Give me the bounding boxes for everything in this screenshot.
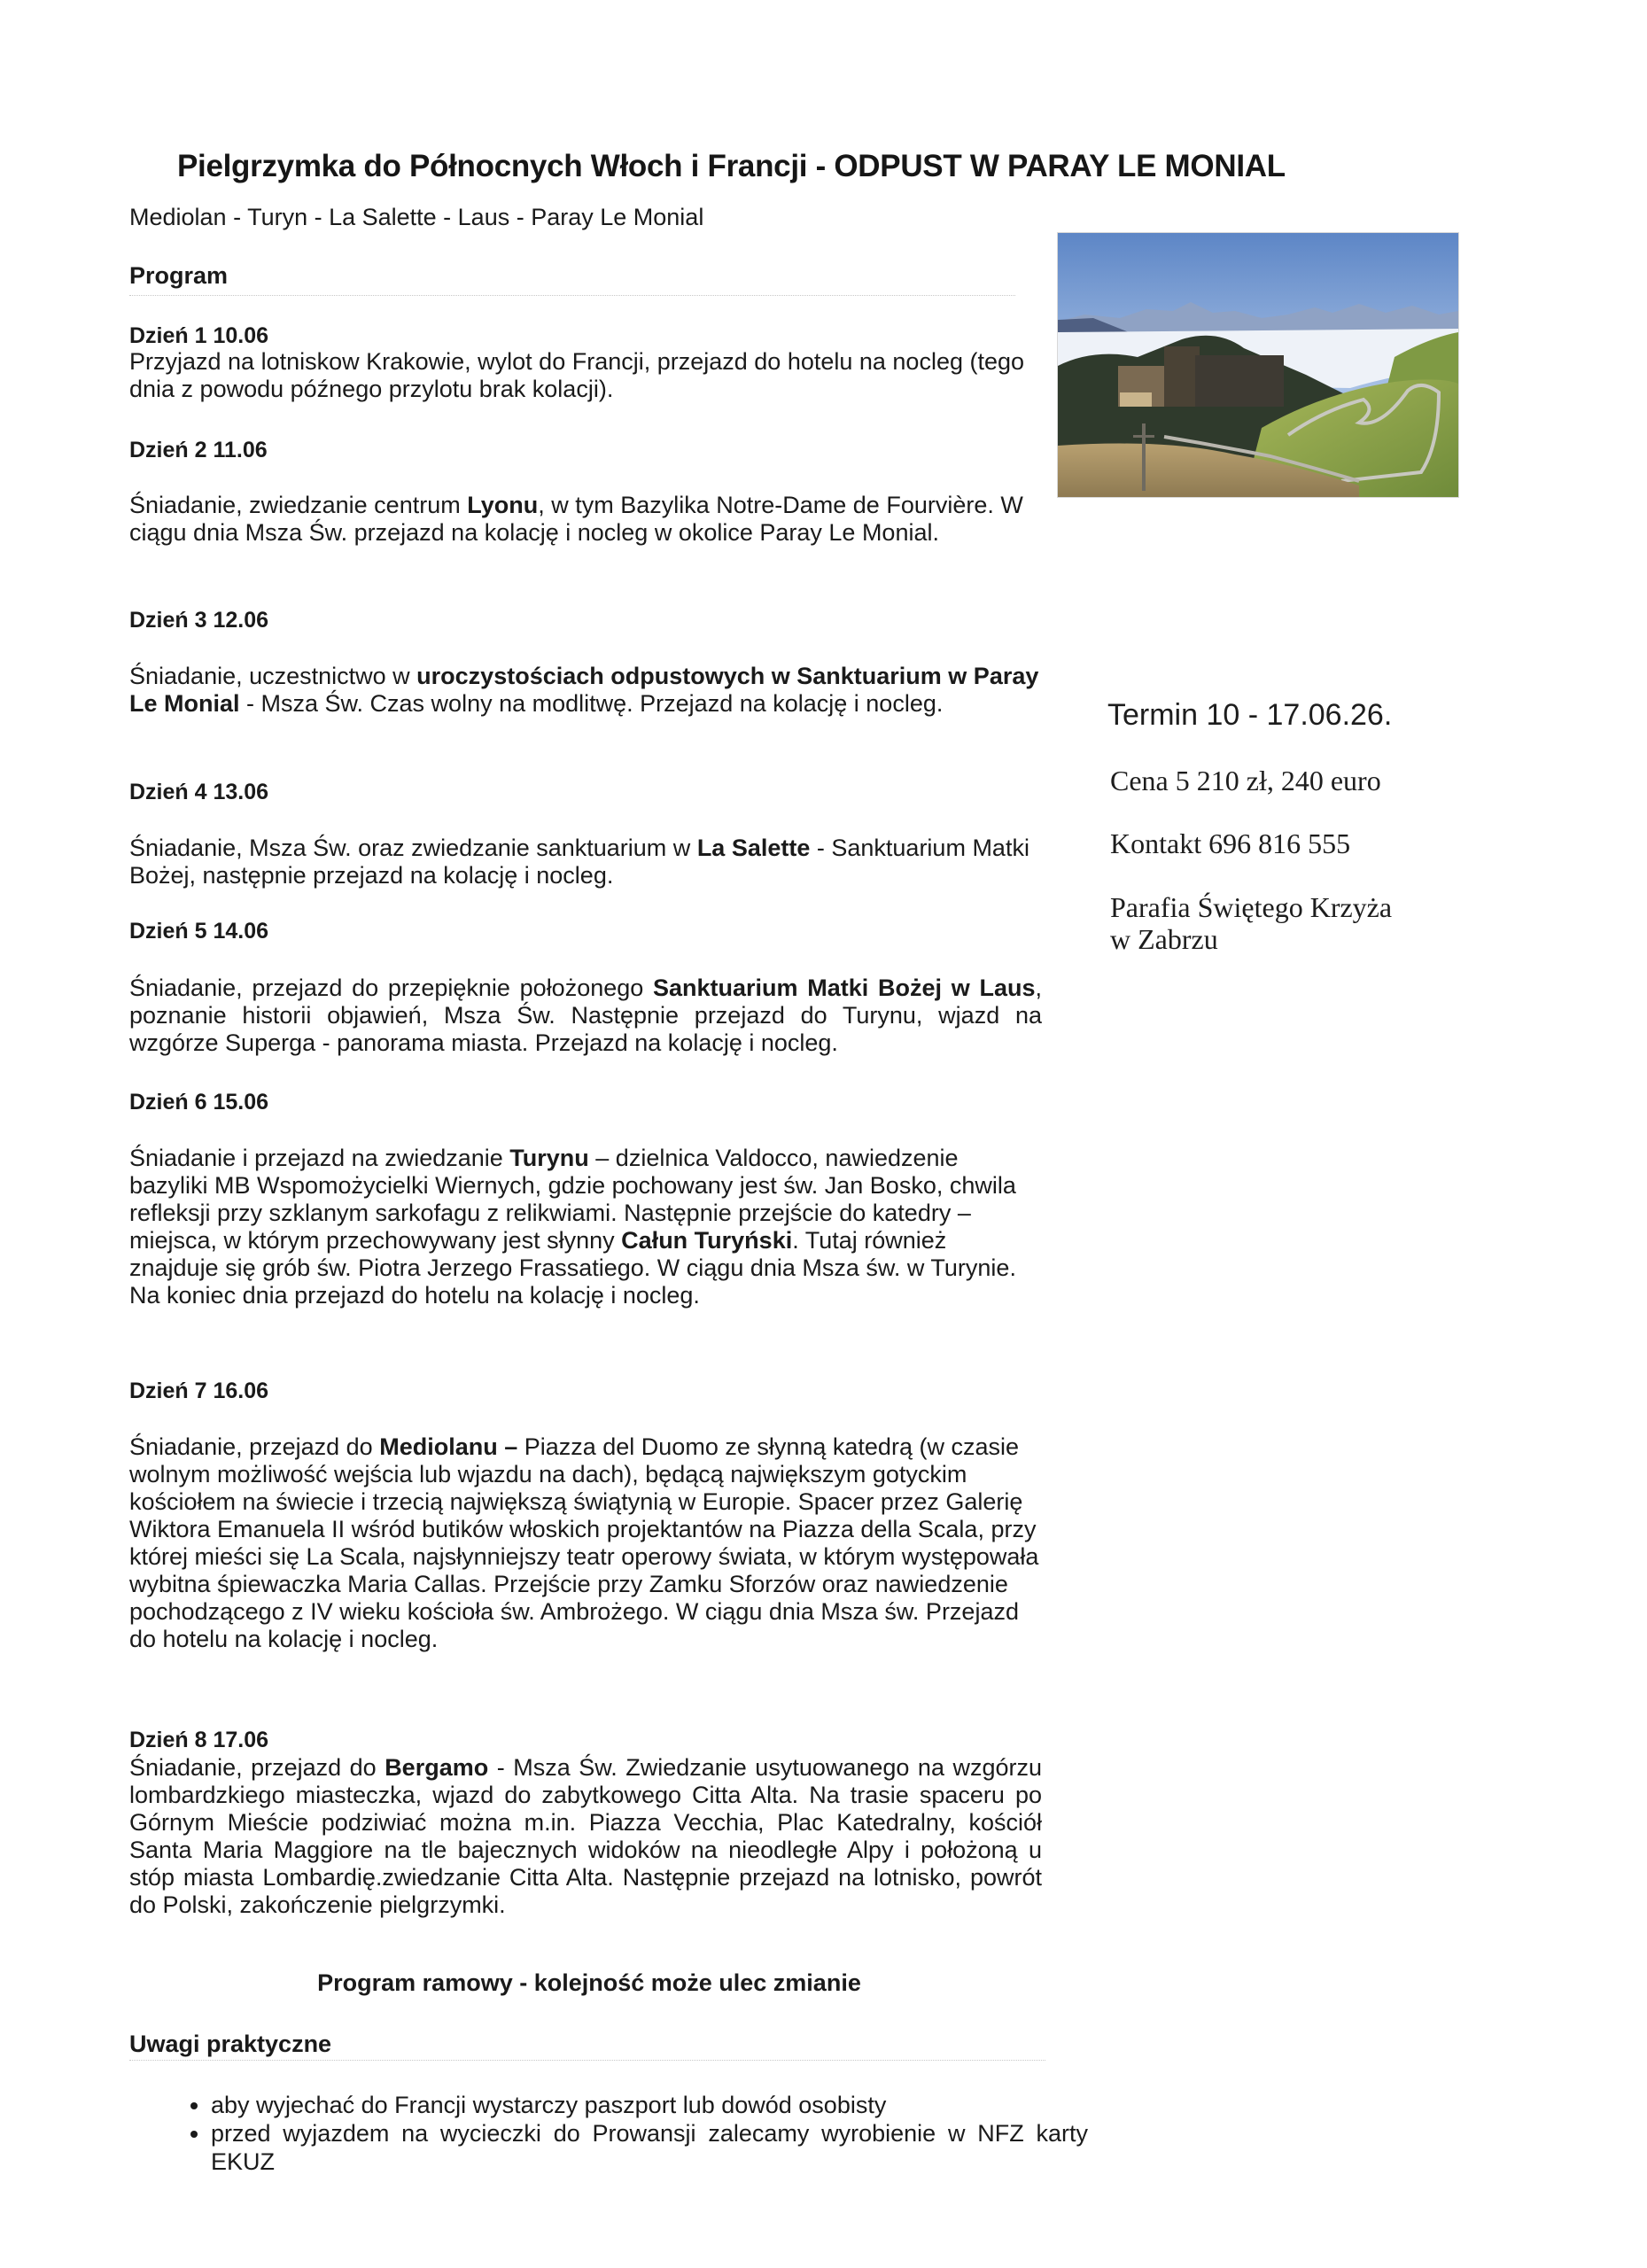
description-text: Śniadanie, uczestnictwo w xyxy=(129,663,417,689)
day-description xyxy=(129,348,1042,403)
description-text: - Msza Św. Czas wolny na modlitwę. Przejazd na kolację i nocleg. xyxy=(239,690,944,717)
day-heading: Dzień 8 17.06 xyxy=(129,1728,269,1752)
highlighted-place: Turynu xyxy=(509,1145,589,1171)
highlighted-place: uroczystościach odpustowych w Sanktuarium w Paray Le Monial xyxy=(129,663,1039,717)
description-text: , poznanie historii objawień, Msza Św. Następnie przejazd do Turynu, wjazd na wzgórze Superga - panorama miasta. Przejazd na kolację i nocleg. xyxy=(129,975,1042,1056)
description-text: Śniadanie, przejazd do xyxy=(129,1754,385,1781)
description-text: – dzielnica Valdocco, nawiedzenie bazyliki MB Wspomożycielki Wiernych, gdzie pochowany jest św. Jan Bosko, chwila refleksji przy szklanym sarkofagu z relikwiami. Następnie przejście do katedry – miejsca, w którym przechowywany jest słynny xyxy=(129,1145,1016,1254)
description-text: , w tym Bazylika Notre-Dame de Fourvière. W ciągu dnia Msza Św. przejazd na kolację i nocleg w okolice Paray Le Monial. xyxy=(129,492,1023,546)
day-heading: Dzień 5 14.06 xyxy=(129,919,269,944)
description-text: Piazza del Duomo ze słynną katedrą (w czasie wolnym możliwość wejścia lub wjazdu na dach), będącą największym gotyckim kościołem na świecie i trzecią największą świątynią w Europie. Spacer przez Galerię Wiktora Emanuela II wśród butików włoskich projektantów na Piazza della Scala, przy której mieści się La Scala, najsłynniejszy teatr operowy świata, w którym występowała wybitna śpiewaczka Maria Callas. Przejście przy Zamku Sforzów oraz nawiedzenie pochodzącego z IV wieku kościoła św. Ambrożego. W ciągu dnia Msza św. Przejazd do hotelu na kolację i nocleg. xyxy=(129,1433,1039,1652)
program-note: Program ramowy - kolejność może ulec zmianie xyxy=(317,1969,861,1996)
parish-name xyxy=(1110,891,1392,955)
day-heading: Dzień 1 10.06 xyxy=(129,323,269,348)
program-divider xyxy=(129,295,1015,296)
description-text: Śniadanie, przejazd do przepięknie położonego xyxy=(129,975,654,1001)
route-subtitle: Mediolan - Turyn - La Salette - Laus - Paray Le Monial xyxy=(129,204,704,230)
day-description xyxy=(129,1754,1042,1919)
landscape-photo-icon xyxy=(1057,232,1459,498)
description-text: - Sanktuarium Matki Bożej, następnie przejazd na kolację i nocleg. xyxy=(129,835,1029,889)
description-text: . Tutaj również znajduje się grób św. Piotra Jerzego Frassatiego. W ciągu dnia Msza św. w Turynie. Na koniec dnia przejazd do hotelu na kolację i nocleg. xyxy=(129,1227,1016,1309)
day-heading: Dzień 4 13.06 xyxy=(129,780,269,804)
highlighted-place: Mediolanu – xyxy=(379,1433,518,1460)
description-text: Śniadanie i przejazd na zwiedzanie xyxy=(129,1145,510,1171)
note-item: • aby wyjechać do Francji wystarczy paszport lub dowód osobisty xyxy=(211,2091,1088,2119)
day-description xyxy=(129,835,1042,889)
highlighted-place: Całun Turyński xyxy=(621,1227,793,1254)
day-description xyxy=(129,1433,1042,1653)
notes-divider xyxy=(129,2060,1045,2061)
day-description xyxy=(129,663,1042,718)
description-text: Śniadanie, przejazd do xyxy=(129,1433,380,1460)
highlighted-place: Bergamo xyxy=(385,1754,489,1781)
day-heading: Dzień 6 15.06 xyxy=(129,1090,269,1115)
trip-contact: Kontakt 696 816 555 xyxy=(1110,827,1351,859)
program-heading: Program xyxy=(129,262,229,289)
trip-term: Termin 10 - 17.06.26. xyxy=(1107,698,1393,732)
parish-line-1: Parafia Świętego Krzyża xyxy=(1110,891,1393,923)
day-heading: Dzień 7 16.06 xyxy=(129,1379,269,1403)
note-item: • przed wyjazdem na wycieczki do Prowansji zalecamy wyrobienie w NFZ karty EKUZ xyxy=(211,2119,1088,2176)
highlighted-place: Lyonu xyxy=(467,492,539,518)
day-description xyxy=(129,975,1042,1057)
highlighted-place: La Salette xyxy=(696,835,811,861)
day-description xyxy=(129,1145,1042,1309)
trip-price: Cena 5 210 zł, 240 euro xyxy=(1110,765,1381,796)
day-heading: Dzień 2 11.06 xyxy=(129,438,268,462)
day-description xyxy=(129,492,1042,547)
highlighted-place: Sanktuarium Matki Bożej w Laus xyxy=(653,975,1036,1001)
description-text: - Msza Św. Zwiedzanie usytuowanego na wzgórzu lombardzkiego miasteczka, wjazd do zabytkowego Citta Alta. Na trasie spaceru po Górnym Mieście podziwiać można m.in. Piazza Vecchia, Plac Katedralny, kościół Santa Maria Maggiore na tle bajecznych widoków na nieodległe Alpy i położoną u stóp miasta Lombardię.zwiedzanie Citta Alta. Następnie przejazd na lotnisko, powrót do Polski, zakończenie pielgrzymki. xyxy=(129,1754,1042,1918)
document-title: Pielgrzymka do Północnych Włoch i Francji - ODPUST W PARAY LE MONIAL xyxy=(177,149,1286,183)
parish-line-2: w Zabrzu xyxy=(1110,923,1218,955)
practical-notes-list xyxy=(168,2091,1088,2176)
day-heading: Dzień 3 12.06 xyxy=(129,608,269,633)
description-text: Śniadanie, zwiedzanie centrum xyxy=(129,492,468,518)
description-text: Śniadanie, Msza Św. oraz zwiedzanie sanktuarium w xyxy=(129,835,697,861)
notes-heading: Uwagi praktyczne xyxy=(129,2031,332,2057)
description-text: Przyjazd na lotniskow Krakowie, wylot do Francji, przejazd do hotelu na nocleg (tego dnia z powodu późnego przylotu brak kolacji). xyxy=(129,348,1025,402)
